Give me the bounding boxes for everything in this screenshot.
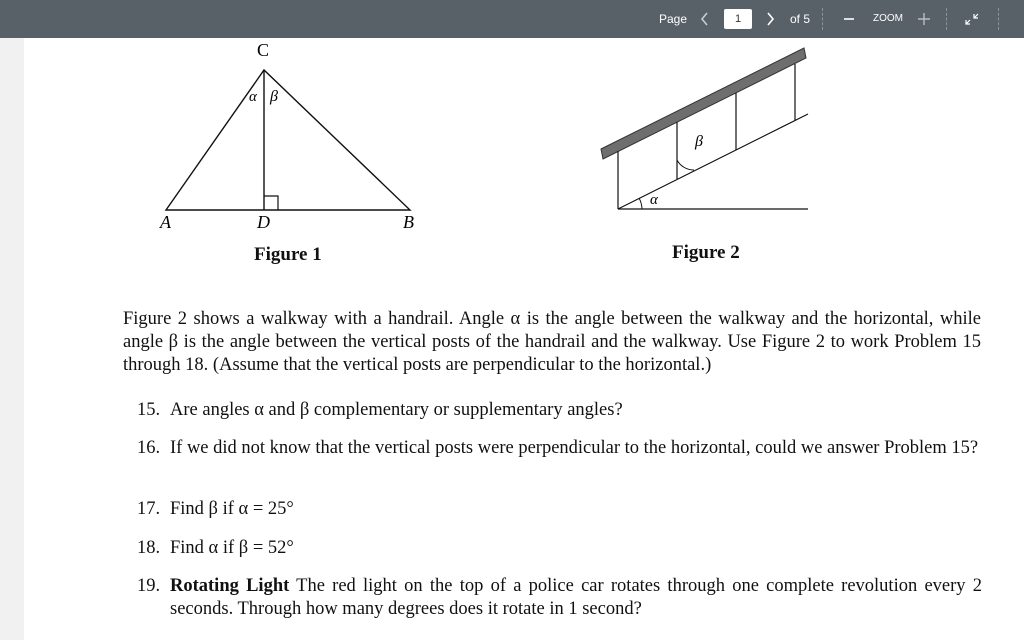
figure-1-caption: Figure 1: [254, 244, 322, 265]
vertex-b-label: B: [403, 212, 414, 232]
toolbar-divider-3: [998, 8, 999, 30]
page-number-input[interactable]: 1: [724, 9, 752, 29]
page-label: Page: [659, 12, 688, 26]
vertex-a-label: A: [160, 212, 171, 232]
collapse-icon: [964, 0, 980, 38]
pdf-toolbar: [0, 0, 1024, 38]
plus-icon: [917, 0, 931, 38]
figure-1-triangle: [150, 40, 430, 240]
beta-label-fig2: β: [695, 133, 703, 150]
page-total: of 5: [790, 12, 811, 26]
chevron-right-icon: [765, 0, 775, 38]
problem-title: Rotating Light: [170, 576, 290, 596]
collapse-button[interactable]: [964, 0, 980, 38]
prev-page-button[interactable]: [700, 0, 714, 38]
problem-text: Are angles α and β complementary or supplementary angles?: [170, 400, 623, 420]
chevron-left-icon: [700, 0, 710, 38]
problem-body: The red light on the top of a police car rotates through one complete revolution every 2 seconds. Through how many degrees does it rotate in 1 second?: [170, 576, 982, 619]
beta-label-fig1: β: [270, 88, 278, 105]
instruction-paragraph: Figure 2 shows a walkway with a handrail. Angle α is the angle between the walkway and the horizontal, while angle β is the angle between the vertical posts of the handrail and the walkway. Use Figure 2 to work Problem 15 through 18. (Assume that the vertical posts are perpendicular to the horizontal.): [123, 309, 981, 375]
alpha-label-fig1: α: [249, 89, 257, 105]
problem-number: 17.: [137, 499, 161, 519]
problem-text: Find β if α = 25°: [170, 499, 294, 519]
figure-2-walkway: [590, 40, 820, 220]
vertex-c-label: C: [257, 40, 270, 60]
problem-text: [170, 575, 982, 621]
alpha-label-fig2: α: [650, 192, 658, 208]
next-page-button[interactable]: [765, 0, 779, 38]
problem-text: Find α if β = 52°: [170, 538, 294, 558]
zoom-out-button[interactable]: [843, 0, 857, 38]
minus-icon: [843, 0, 855, 38]
problem-number: 15.: [137, 400, 161, 420]
vertex-d-label: D: [257, 212, 270, 232]
zoom-label: ZOOM: [873, 13, 903, 24]
toolbar-divider-2: [946, 8, 947, 30]
problem-number: 19.: [137, 576, 161, 596]
problem-text: If we did not know that the vertical posts were perpendicular to the horizontal, could we answer Problem 15?: [170, 438, 979, 458]
left-gutter: [0, 38, 24, 640]
figure-2-caption: Figure 2: [672, 242, 740, 263]
toolbar-divider: [822, 8, 823, 30]
problem-number: 16.: [137, 438, 161, 458]
zoom-in-button[interactable]: [917, 0, 931, 38]
problem-number: 18.: [137, 538, 161, 558]
